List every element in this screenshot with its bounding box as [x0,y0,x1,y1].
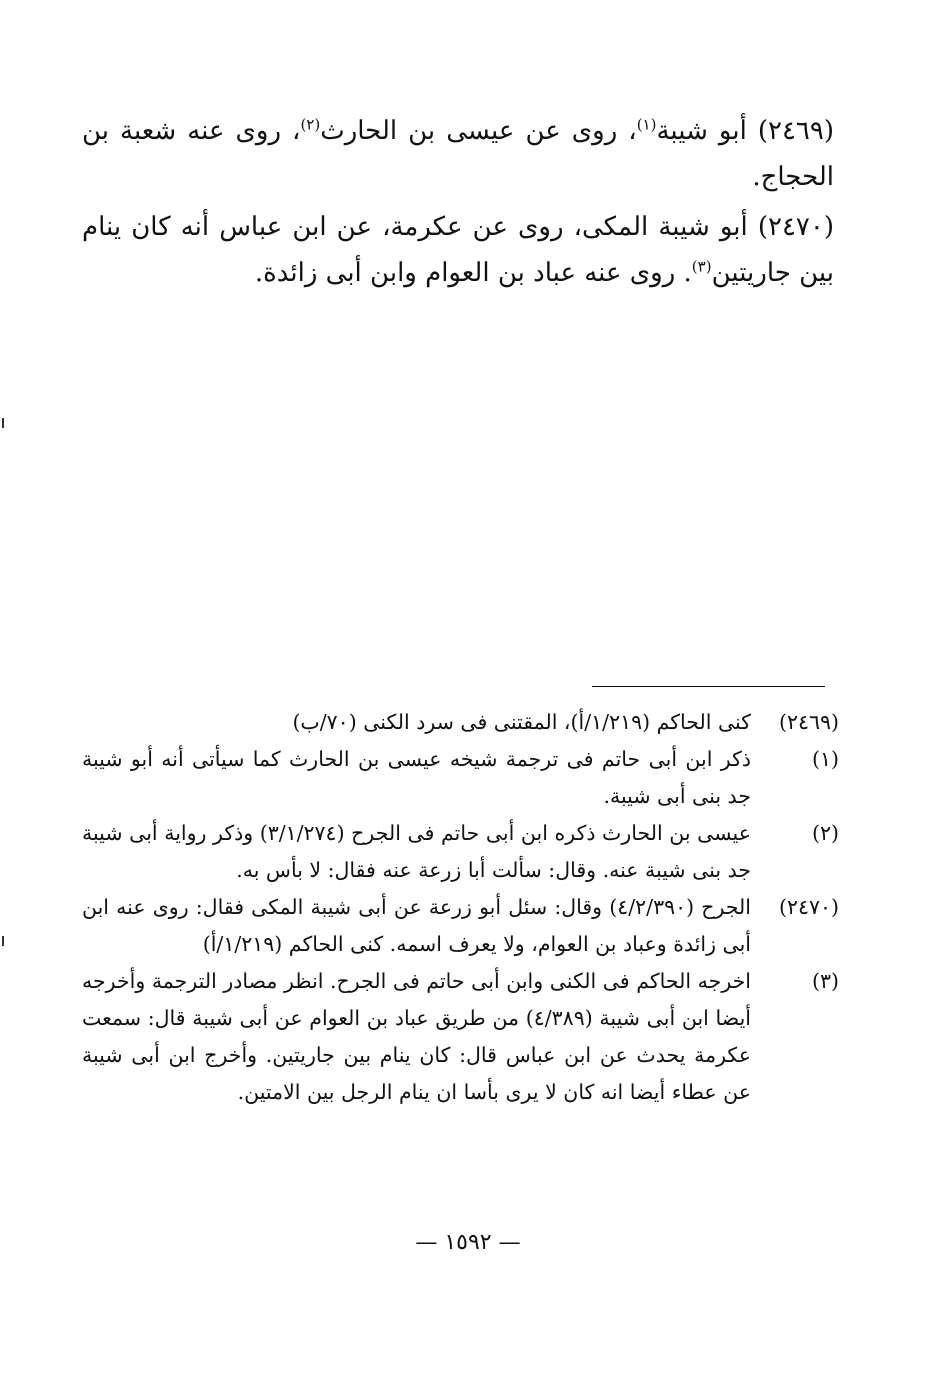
footnote [82,815,839,889]
footnote-number: (٢) [811,821,839,845]
footnote-number: (١) [811,747,839,771]
footnote-marker: (١) [636,115,657,134]
footnote-text: عيسى بن الحارث ذكره ابن أبى حاتم فى الجرح (٣/١/٢٧٤) وذكر رواية أبى شيبة جد بنى شيبة عنه. وقال: سألت أبا زرعة عنه فقال: لا بأس به. [82,821,751,882]
entry-text: . روى عنه عباد بن العوام وابن أبى زائدة. [254,258,692,288]
entry-2470 [82,204,834,296]
footnote-text: ذكر ابن أبى حاتم فى ترجمة شيخه عيسى بن الحارث كما سيأتى أنه أبو شيبة جد بنى أبى شيبة. [82,747,751,808]
footnotes [82,704,839,1111]
main-text [82,108,834,296]
entry-text: ، روى عنه شعبة بن الحجاج. [82,116,834,192]
footnote-number: (٣) [811,969,839,993]
entry-text: ، روى عن عيسى بن الحارث [320,116,637,146]
footnote [82,963,839,1111]
footnote [82,889,839,963]
scan-edge-mark [2,936,4,946]
footnote-marker: (٢) [300,115,321,134]
footnote-text: الجرح (٤/٢/٣٩٠) وقال: سئل أبو زرعة عن أبى شيبة المكى فقال: روى عنه ابن أبى زائدة وعباد بن العوام، ولا يعرف اسمه. كنى الحاكم (١/٢١٩/أ) [82,895,751,956]
footnote [82,741,839,815]
footnote-text: اخرجه الحاكم فى الكنى وابن أبى حاتم فى الجرح. انظر مصادر الترجمة وأخرجه أيضا ابن أبى شيبة (٤/٣٨٩) من طريق عباد بن العوام عن أبى شيبة قال: سمعت عكرمة يحدث عن ابن عباس قال: كان ينام بين جاريتين. وأخرج ابن أبى شيبة عن عطاء أيضا انه كان لا يرى بأسا ان ينام الرجل بين الامتين. [82,969,751,1104]
footnote-separator [592,686,825,687]
footnote-text: كنى الحاكم (١/٢١٩/أ)، المقتنى فى سرد الكنى (٧٠/ب) [292,710,751,734]
footnote-number: (٢٤٦٩) [778,710,839,734]
scan-edge-mark [2,418,4,428]
footnote-number: (٢٤٧٠) [778,895,839,919]
page-number: — ١٥٩٢ — [415,1230,521,1255]
entry-text: (٢٤٦٩) أبو شيبة [656,116,835,146]
footnote-marker: (٣) [691,257,712,276]
entry-2469 [82,108,834,200]
footnote [82,704,839,741]
entry-text: (٢٤٧٠) أبو شيبة المكى، روى عن عكرمة، عن ابن عباس أنه كان ينام بين جاريتين [82,212,834,288]
